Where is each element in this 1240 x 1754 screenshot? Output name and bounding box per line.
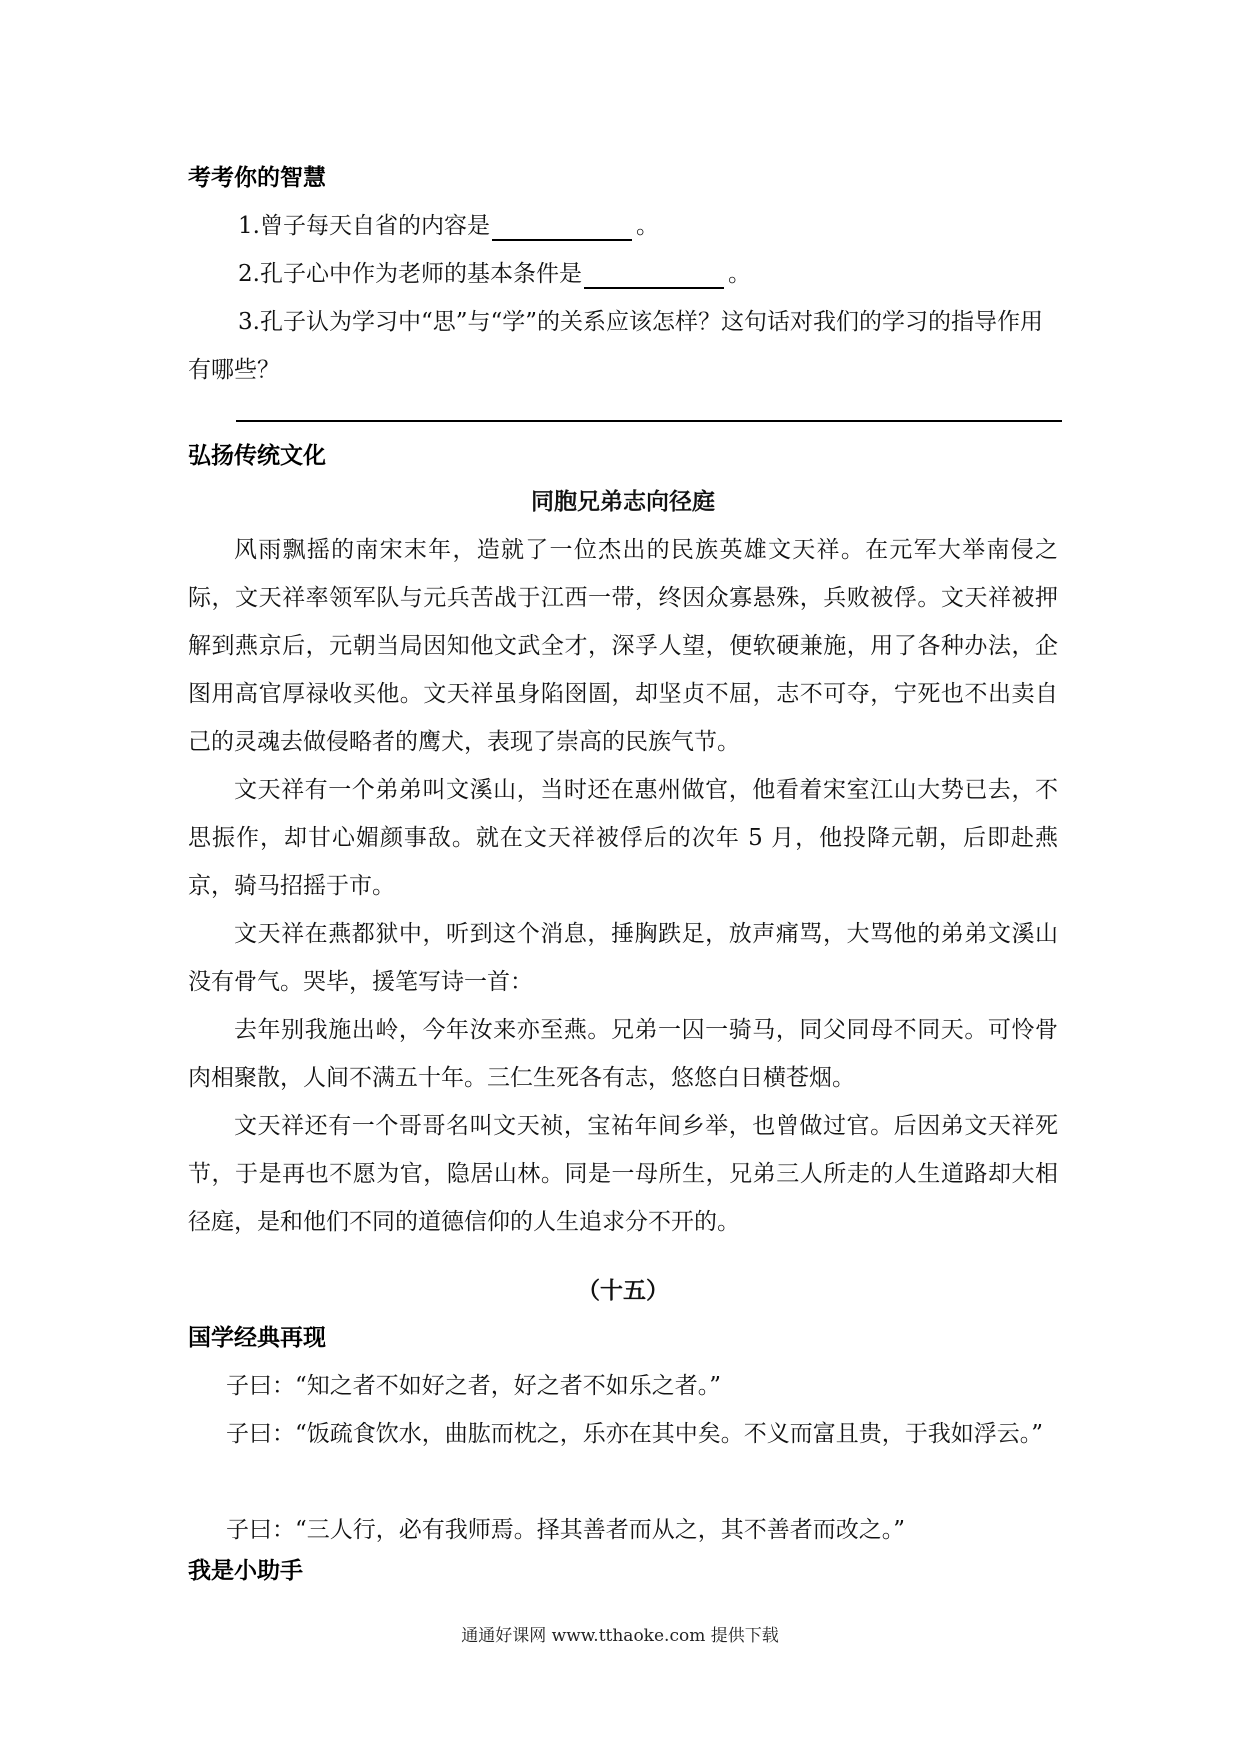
answer-line[interactable] [236, 420, 1062, 422]
lesson-number: （十五） [577, 1278, 669, 1304]
quiz-question-1-end: 。 [635, 213, 659, 239]
classics-heading: 国学经典再现 [188, 1325, 326, 1351]
story-paragraph-2: 文天祥有一个弟弟叫文溪山，当时还在惠州做官，他看着宋室江山大势已去，不思振作，却甘心媚颜事敌。就在文天祥被俘后的次年 5 月，他投降元朝，后即赴燕京，骑马招摇于市。 [188, 777, 1058, 899]
story-title: 同胞兄弟志向径庭 [531, 489, 715, 515]
poem-paragraph: 去年别我施出岭，今年汝来亦至燕。兄弟一囚一骑马，同父同母不同天。可怜骨肉相聚散，人间不满五十年。三仁生死各有志，悠悠白日横苍烟。 [188, 1017, 1058, 1091]
analects-quote-3: 子曰：“三人行，必有我师焉。择其善者而从之，其不善者而改之。” [226, 1517, 906, 1543]
answer-blank-1[interactable] [492, 213, 632, 241]
culture-heading: 弘扬传统文化 [188, 443, 326, 469]
quiz-question-2-end: 。 [727, 261, 751, 287]
story-paragraph-3: 文天祥在燕都狱中，听到这个消息，捶胸跌足，放声痛骂，大骂他的弟弟文溪山没有骨气。哭毕，援笔写诗一首： [188, 921, 1058, 995]
download-footer: 通通好课网 www.tthaoke.com 提供下载 [461, 1626, 779, 1646]
quiz-question-3: 3.孔子认为学习中“思”与“学”的关系应该怎样？这句话对我们的学习的指导作用有哪些？ [188, 309, 1043, 383]
quiz-question-2-text: 2.孔子心中作为老师的基本条件是 [238, 261, 582, 287]
quiz-question-2 [238, 259, 751, 289]
story-paragraph-4: 文天祥还有一个哥哥名叫文天祯，宝祐年间乡举，也曾做过官。后因弟文天祥死节，于是再也不愿为官，隐居山林。同是一母所生，兄弟三人所走的人生道路却大相径庭，是和他们不同的道德信仰的人生追求分不开的。 [188, 1113, 1058, 1235]
analects-quote-2: 子曰：“饭疏食饮水，曲肱而枕之，乐亦在其中矣。不义而富且贵，于我如浮云。” [226, 1421, 1044, 1447]
story-paragraph-1: 风雨飘摇的南宋末年，造就了一位杰出的民族英雄文天祥。在元军大举南侵之际，文天祥率领军队与元兵苦战于江西一带，终因众寡悬殊，兵败被俘。文天祥被押解到燕京后，元朝当局因知他文武全才，深孚人望，便软硬兼施，用了各种办法，企图用高官厚禄收买他。文天祥虽身陷囹圄，却坚贞不屈，志不可夺，宁死也不出卖自己的灵魂去做侵略者的鹰犬，表现了崇高的民族气节。 [188, 537, 1058, 755]
quiz-question-1-text: 1.曾子每天自省的内容是 [238, 213, 490, 239]
quiz-question-1 [238, 211, 659, 241]
helper-heading: 我是小助手 [188, 1558, 303, 1584]
quiz-heading: 考考你的智慧 [188, 165, 326, 191]
answer-blank-2[interactable] [584, 261, 724, 289]
analects-quote-1: 子曰：“知之者不如好之者，好之者不如乐之者。” [226, 1373, 722, 1399]
